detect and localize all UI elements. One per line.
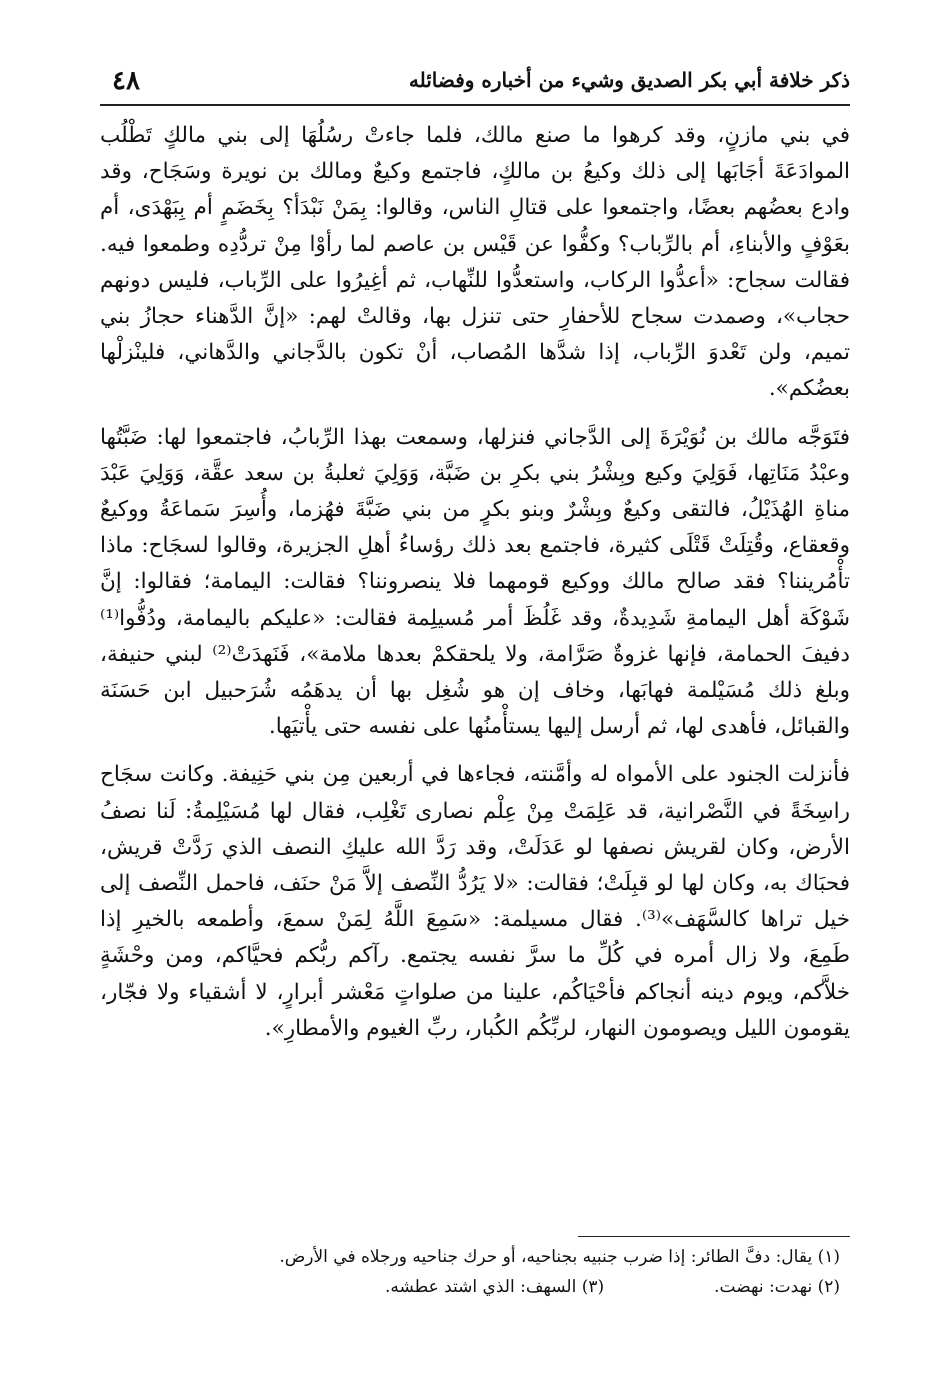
paragraph: في بني مازنٍ، وقد كرهوا ما صنع مالك، فلما جاءتْ رسُلُهَا إلى بني مالكٍ تَطْلُب الموادَعَةَ أجَابَها إلى ذلك وكيعُ بن مالكٍ، فاجتمع وكيعٌ ومالك بن نويرة وسَجَاح، وقد وادع بعضُهم بعضًا، واجتمعوا على قتالِ الناس، وقالوا: بِمَنْ نَبْدَأ؟ بِخَضَمٍ أم بِبَهْدَى، أم بعَوْفٍ والأبناءِ، أم بالرِّباب؟ وكفُّوا عن قَيْس بن عاصم لما رأوْا مِنْ تردُّدِه وطمعوا فيه. فقالت سجاح: «أعدُّوا الركاب، واستعدُّوا للنِّهاب، ثم أغِيرُوا على الرِّباب، فليس دونهم حجاب»، وصمدت سجاح للأحفارِ حتى تنزل بها، وقالتْ لهم: «إنَّ الدَّهناء حجازُ بني تميم، ولن تَعْدوَ الرِّباب، إذا شدَّها المُصاب، أنْ تكون بالدَّجاني والدَّهاني، فلينْزلْها بعضُكم».	[100, 123, 850, 402]
running-head: ذكر خلافة أبي بكر الصديق وشيء من أخباره وفضائله	[408, 68, 850, 92]
footnote-2: (٢) نهدت: نهضت.	[714, 1277, 840, 1297]
page-number: ٤٨	[112, 66, 140, 96]
footnotes	[100, 1242, 840, 1302]
header-divider	[100, 104, 850, 106]
main-text	[100, 118, 850, 1059]
page-header	[100, 62, 850, 102]
footnote-divider	[578, 1236, 850, 1237]
footnote-row	[100, 1272, 840, 1302]
paragraph: فتَوَجَّه مالك بن نُوَيْرَةَ إلى الدَّجاني فنزلها، وسمعت بهذا الرِّبابُ، فاجتمعوا لها: ضَبَّتُها وعبْدُ مَنَاتِها، فَوَلِيَ وكيع وبِشْرُ بني بكرِ بن ضَبَّة، وَوَلِيَ ثعلبةُ بن سعد عقَّة، وَوَلِيَ عَبْدَ مناةِ الهُذَيْلُ، فالتقى وكيعٌ وبِشْرٌ وبنو بكرٍ من بني ضَبَّةَ فهُزما، وأُسِرَ سَماعَةُ ووكيعٌ وقعقاع، وقُتِلَتْ قَتْلَى كثيرة، فاجتمع بعد ذلك رؤساءُ أهلِ الجزيرة، وقالوا لسجَاح: ماذا تأْمُريننا؟ فقد صالح مالك ووكيع قومهما فلا ينصروننا؟ فقالت: اليمامة؛ فقالوا: إنَّ شَوْكَة أهل اليمامةِ شَدِيدةٌ، وقد غَلُظَ أمر مُسيلِمة فقالت: «عليكم باليمامة، ودُفُّوا⁽¹⁾ دفيفَ الحمامة، فإنها غزوةٌ صَرَّامة، ولا يلحقكمْ بعدها ملامة»، فَنَهدَتْ⁽²⁾ لبني حنيفة، وبلغ ذلك مُسَيْلمة فهابَها، وخاف إن هو شُغِل بها أن يدهَمُه شُرَحبيل ابن حَسَنَة والقبائل، فأهدى لها، ثم أرسل إليها يستأْمنُها على نفسه حتى يأْتيَها.	[100, 424, 850, 740]
footnote-1: (١) يقال: دفَّ الطائر: إذا ضرب جنبيه بجناحيه، أو حرك جناحيه ورجلاه في الأرض.	[279, 1247, 840, 1267]
paragraph: فأنزلت الجنود على الأمواه له وأمَّنته، فجاءها في أربعين مِن بني حَنِيفة. وكانت سجَاح راسِخَةً في النَّصْرانية، قد عَلِمَتْ مِنْ عِلْم نصارى تَغْلِب، فقال لها مُسَيْلِمةُ: لَنا نصفُ الأرض، وكان لقريش نصفها لو عَدَلَتْ، وقد رَدَّ الله عليكِ النصف الذي رَدَّتْ قريش، فحبَاك به، وكان لها لو قبِلَتْ؛ فقالت: «لا يَرُدُّ النِّصف إلاَّ مَنْ حنَف، فاحمل النِّصف إلى خيل تراها كالسَّهَف»⁽³⁾. فقال مسيلمة: «سَمِعَ اللَّهُ لِمَنْ سمعَ، وأطمعه بالخيرِ إذا طَمِعَ، ولا زال أمره في كُلِّ ما سرَّ نفسه يجتمع. رآكم ربُّكم فحيَّاكم، ومن وحْشَةٍ خلاَّكم، ويوم دينه أنجاكم فأحْيَاكُم، علينا من صلواتٍ مَعْشر أبرارٍ، لا أشقياء ولا فجّار، يقومون الليل ويصومون النهار، لربِّكُم الكُبار، ربِّ الغيوم والأمطارِ».	[100, 762, 851, 1041]
footnote-row	[100, 1242, 840, 1272]
footnote-3: (٣) السهف: الذي اشتد عطشه.	[384, 1277, 605, 1297]
